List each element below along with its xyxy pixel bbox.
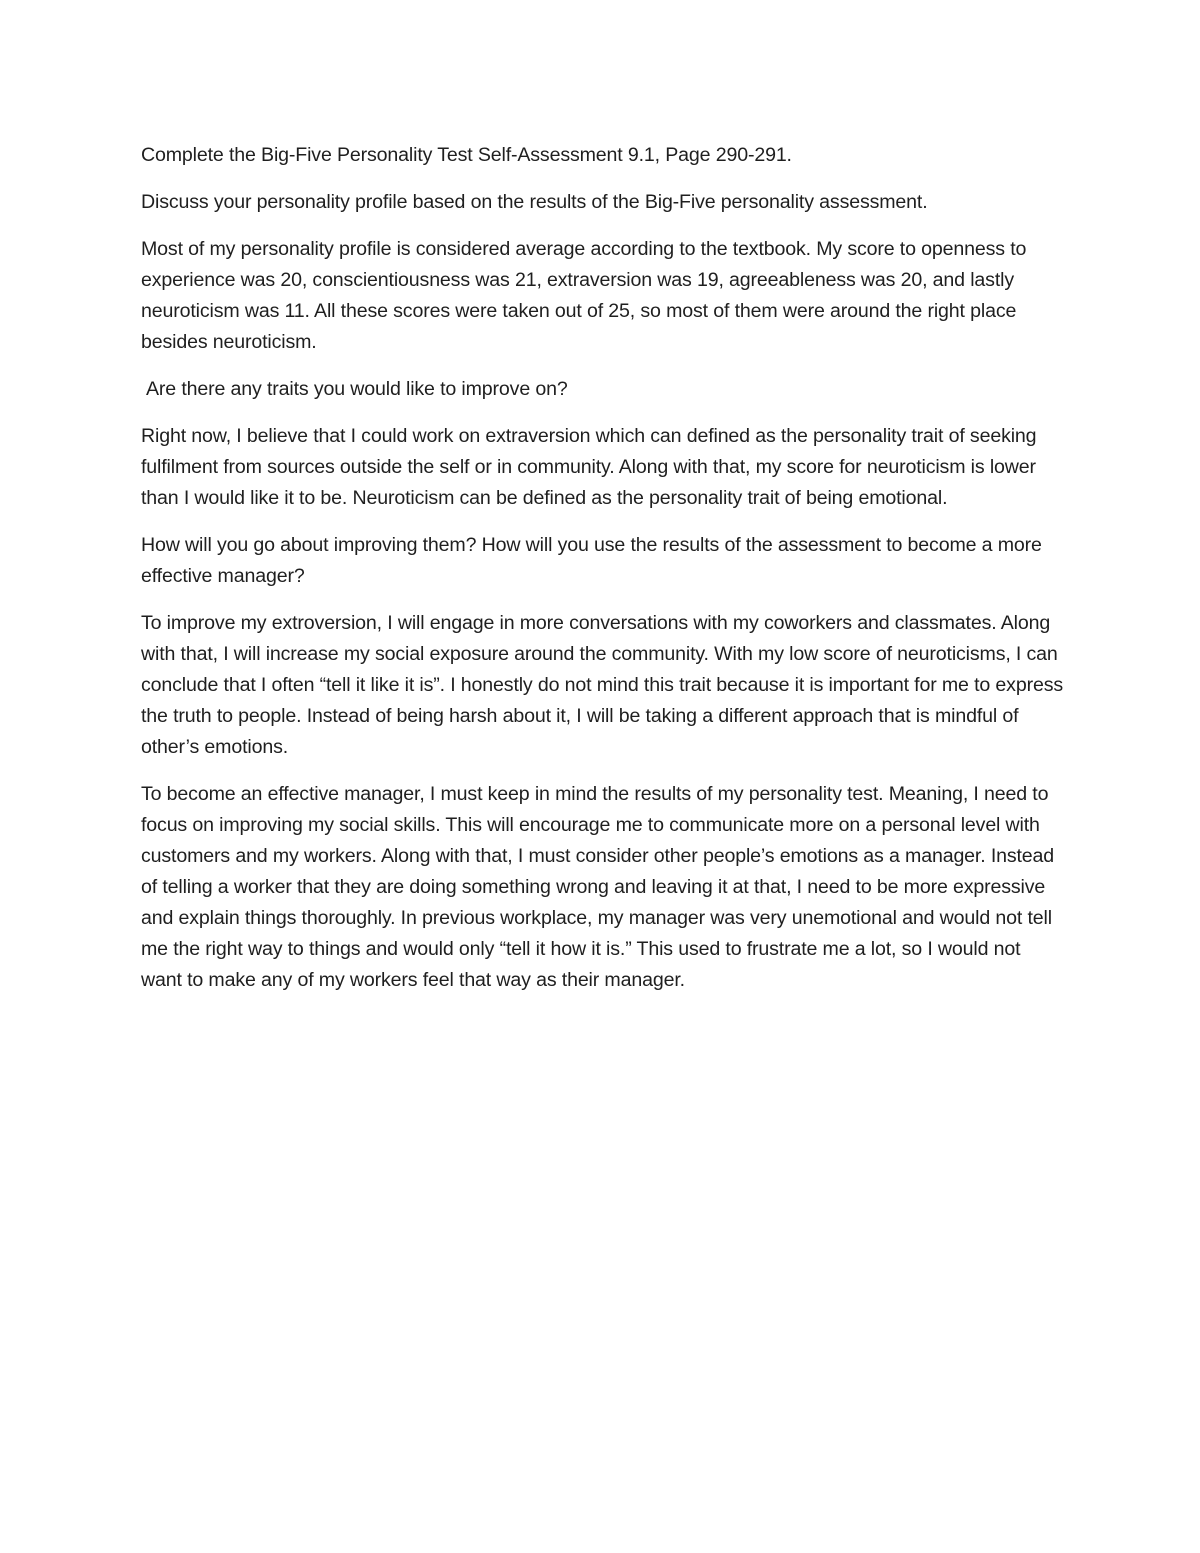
question-traits-to-improve: Are there any traits you would like to improve on? [146, 378, 568, 400]
answer-effective-manager: To become an effective manager, I must keep in mind the results of my personality test. Meaning, I need to focus on improving my social skills. This will encourage me to communicate more on a personal level with customers and my workers. Along with that, I must consider other people’s emotions as a manager. Instead of telling a worker that they are doing something wrong and leaving it at that, I need to be more expressive and explain things thoroughly. In previous workplace, my manager was very unemotional and would not tell me the right way to things and would only “tell it how it is.” This used to frustrate me a lot, so I would not want to make any of my workers feel that way as their manager. [141, 783, 1055, 991]
answer-traits-to-improve: Right now, I believe that I could work on extraversion which can defined as the personality trait of seeking fulfilment from sources outside the self or in community. Along with that, my score for neuroticism is lower than I would like it to be. Neuroticism can be defined as the personality trait of being emotional. [141, 425, 1037, 509]
question-personality-profile: Discuss your personality profile based on the results of the Big-Five personality assessment. [141, 191, 928, 213]
answer-personality-profile: Most of my personality profile is considered average according to the textbook. My score to openness to experience was 20, conscientiousness was 21, extraversion was 19, agreeableness was 20, and lastly neuroticism was 11. All these scores were taken out of 25, so most of them were around the right place besides neuroticism. [141, 238, 1027, 353]
document-body [141, 140, 1066, 1012]
assignment-instruction: Complete the Big-Five Personality Test Self-Assessment 9.1, Page 290-291. [141, 144, 792, 166]
answer-improvement-plan: To improve my extroversion, I will engage in more conversations with my coworkers and classmates. Along with that, I will increase my social exposure around the community. With my low score of neuroticisms, I can conclude that I often “tell it like it is”. I honestly do not mind this trait because it is important for me to express the truth to people. Instead of being harsh about it, I will be taking a different approach that is mindful of other’s emotions. [141, 612, 1063, 758]
question-improvement-plan: How will you go about improving them? How will you use the results of the assessment to become a more effective manager? [141, 534, 1042, 587]
